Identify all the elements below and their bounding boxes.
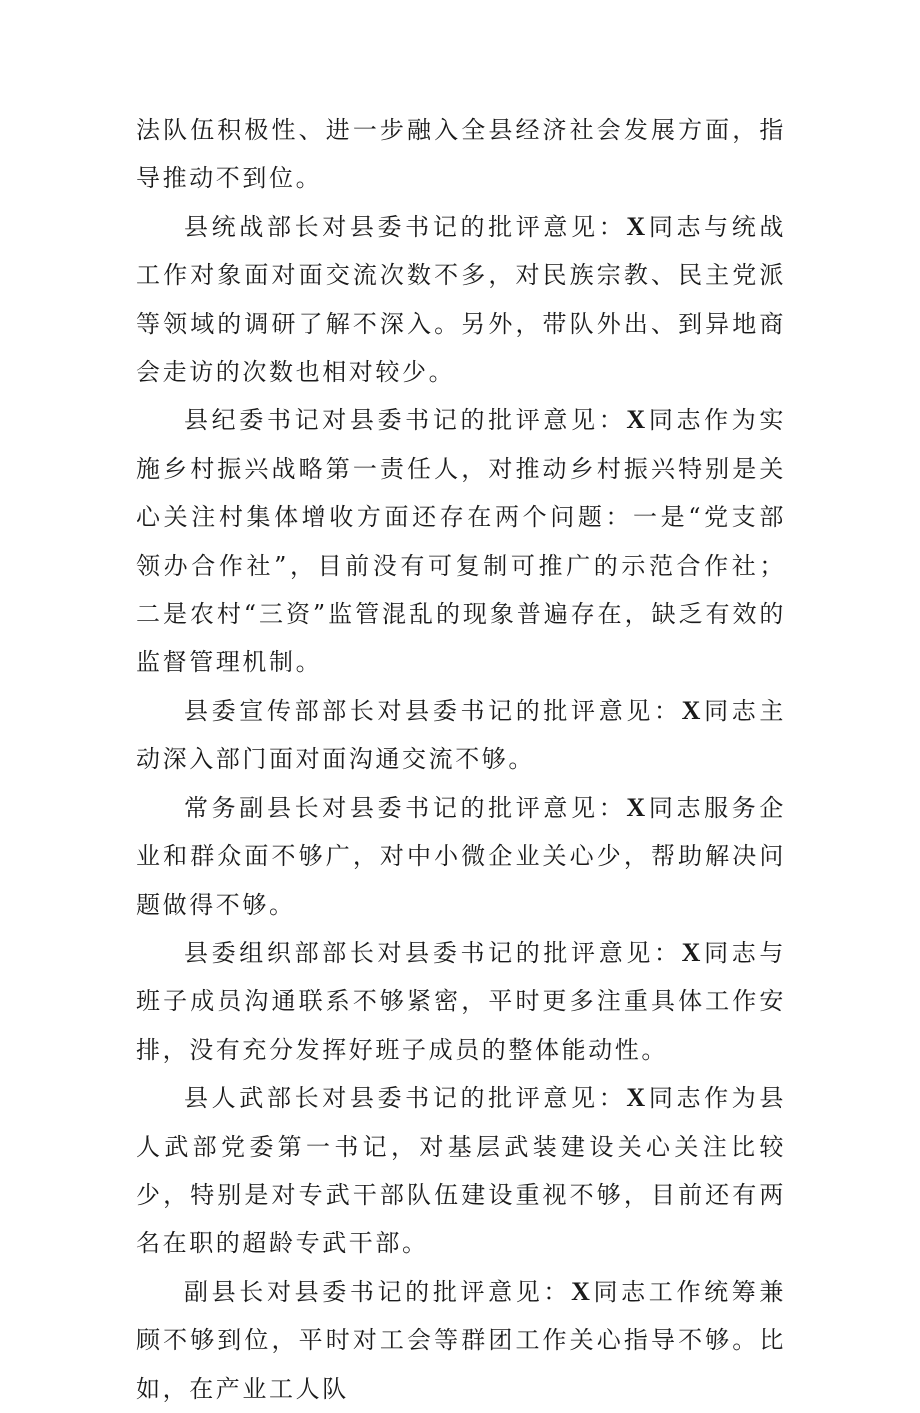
paragraph-text: 同志作为县人武部党委第一书记，对基层武装建设关心关注比较少，特别是对专武干部队伍建设重视不够，目前还有两名在职的超龄专武干部。 xyxy=(136,1084,787,1258)
paragraph-discipline-critique xyxy=(136,396,786,686)
critic-prefix: 副县长对县委书记的批评意见： xyxy=(184,1277,572,1306)
subject-placeholder: X xyxy=(626,405,648,435)
critic-prefix: 县委组织部部长对县委书记的批评意见： xyxy=(184,938,682,967)
paragraph-text: 同志工作统筹兼顾不够到位，平时对工会等群团工作关心指导不够。比如，在产业工人队 xyxy=(136,1277,787,1403)
paragraph-continuation xyxy=(136,106,786,203)
subject-placeholder: X xyxy=(571,1276,593,1306)
subject-placeholder: X xyxy=(626,211,648,241)
critic-prefix: 常务副县长对县委书记的批评意见： xyxy=(184,793,627,822)
paragraph-text: 同志服务企业和群众面不够广，对中小微企业关心少，帮助解决问题做得不够。 xyxy=(136,793,787,919)
critic-prefix: 县统战部长对县委书记的批评意见： xyxy=(184,212,627,241)
paragraph-vice-county-critique xyxy=(136,1268,786,1413)
paragraph-text: 法队伍积极性、进一步融入全县经济社会发展方面，指导推动不到位。 xyxy=(136,116,786,193)
critic-prefix: 县人武部长对县委书记的批评意见： xyxy=(184,1084,627,1113)
document-body xyxy=(136,106,786,1413)
paragraph-text: 同志主动深入部门面对面沟通交流不够。 xyxy=(136,696,786,774)
paragraph-text: 同志与统战工作对象面对面交流次数不多，对民族宗教、民主党派等领域的调研了解不深入。另外，带队外出、到异地商会走访的次数也相对较少。 xyxy=(136,212,787,387)
paragraph-armed-forces-critique xyxy=(136,1074,786,1268)
paragraph-united-front-critique xyxy=(136,203,786,397)
paragraph-organization-critique xyxy=(136,929,786,1074)
paragraph-propaganda-critique xyxy=(136,687,786,784)
subject-placeholder: X xyxy=(681,937,704,967)
paragraph-text: 同志作为实施乡村振兴战略第一责任人，对推动乡村振兴特别是关心关注村集体增收方面还存在两个问题：一是“党支部领办合作社”，目前没有可复制可推广的示范合作社；二是农村“三资”监管混乱的现象普遍存在，缺乏有效的监督管理机制。 xyxy=(136,406,787,677)
paragraph-executive-vice-critique xyxy=(136,784,786,929)
subject-placeholder: X xyxy=(681,695,704,725)
paragraph-text: 同志与班子成员沟通联系不够紧密，平时更多注重具体工作安排，没有充分发挥好班子成员的整体能动性。 xyxy=(136,938,786,1064)
subject-placeholder: X xyxy=(626,792,648,822)
critic-prefix: 县纪委书记对县委书记的批评意见： xyxy=(184,406,627,435)
subject-placeholder: X xyxy=(626,1083,648,1113)
critic-prefix: 县委宣传部部长对县委书记的批评意见： xyxy=(184,696,682,725)
